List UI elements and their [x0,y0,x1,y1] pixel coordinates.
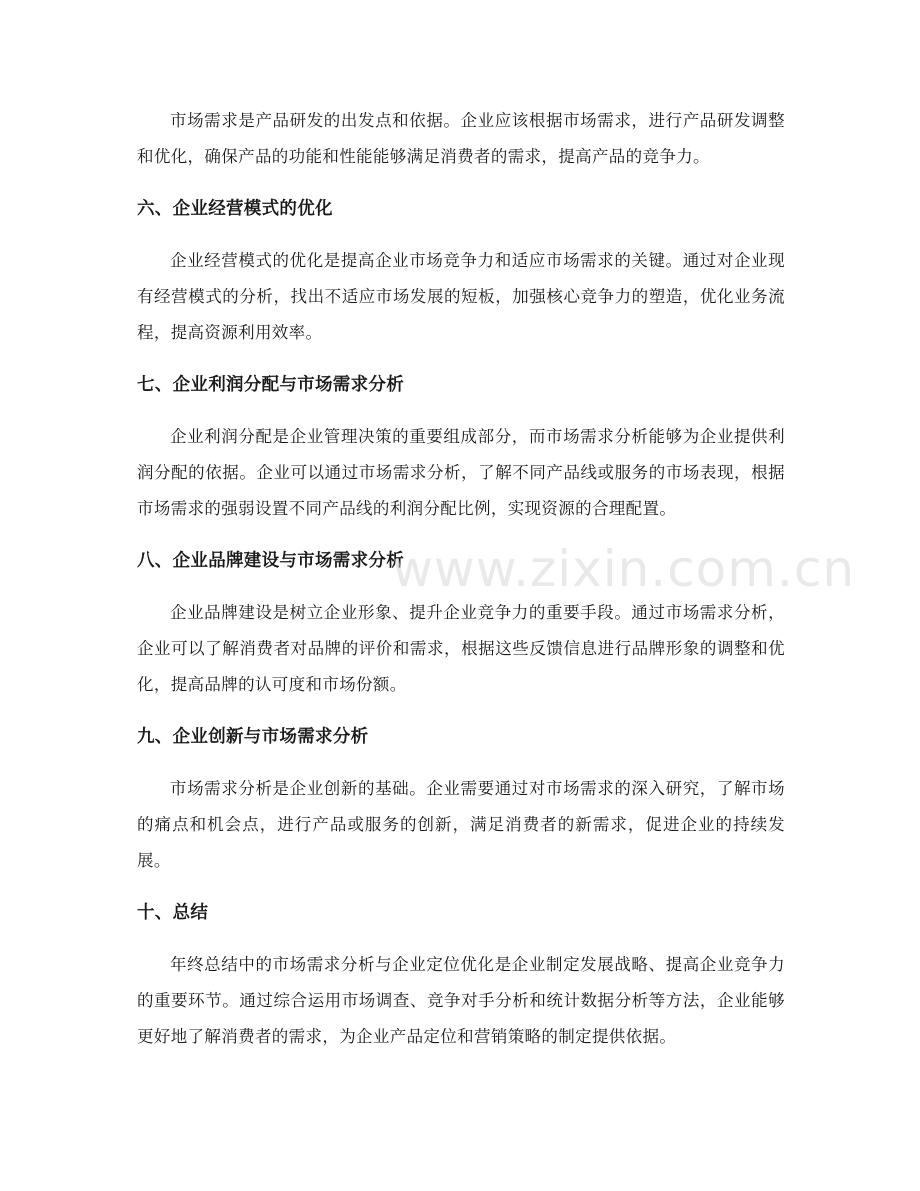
watermark: www.zixin.com.cn [392,540,856,598]
section-heading-7: 七、企业利润分配与市场需求分析 [137,375,404,395]
paragraph-summary: 年终总结中的市场需求分析与企业定位优化是企业制定发展战略、提高企业竞争力的重要环节。通过综合运用市场调查、竞争对手分析和统计数据分析等方法，企业能够更好地了解消费者的需求，为企业产品定位和营销策略的制定提供依据。 [137,955,785,1046]
paragraph-brand-building: 企业品牌建设是树立企业形象、提升企业竞争力的重要手段。通过市场需求分析，企业可以了解消费者对品牌的评价和需求，根据这些反馈信息进行品牌形象的调整和优化，提高品牌的认可度和市场份额。 [137,603,785,694]
section-heading-9: 九、企业创新与市场需求分析 [137,727,369,747]
document-body [137,103,785,1055]
paragraph-profit-distribution: 企业利润分配是企业管理决策的重要组成部分，而市场需求分析能够为企业提供利润分配的依据。企业可以通过市场需求分析，了解不同产品线或服务的市场表现，根据市场需求的强弱设置不同产品线的利润分配比例，实现资源的合理配置。 [137,427,785,518]
paragraph-business-model: 企业经营模式的优化是提高企业市场竞争力和适应市场需求的关键。通过对企业现有经营模式的分析，找出不适应市场发展的短板，加强核心竞争力的塑造，优化业务流程，提高资源利用效率。 [137,251,785,342]
section-heading-6: 六、企业经营模式的优化 [137,199,333,219]
paragraph-product-rd: 市场需求是产品研发的出发点和依据。企业应该根据市场需求，进行产品研发调整和优化，确保产品的功能和性能能够满足消费者的需求，提高产品的竞争力。 [137,111,785,166]
section-heading-8: 八、企业品牌建设与市场需求分析 [137,551,404,571]
section-heading-10: 十、总结 [137,903,209,923]
paragraph-innovation: 市场需求分析是企业创新的基础。企业需要通过对市场需求的深入研究，了解市场的痛点和机会点，进行产品或服务的创新，满足消费者的新需求，促进企业的持续发展。 [137,779,785,870]
